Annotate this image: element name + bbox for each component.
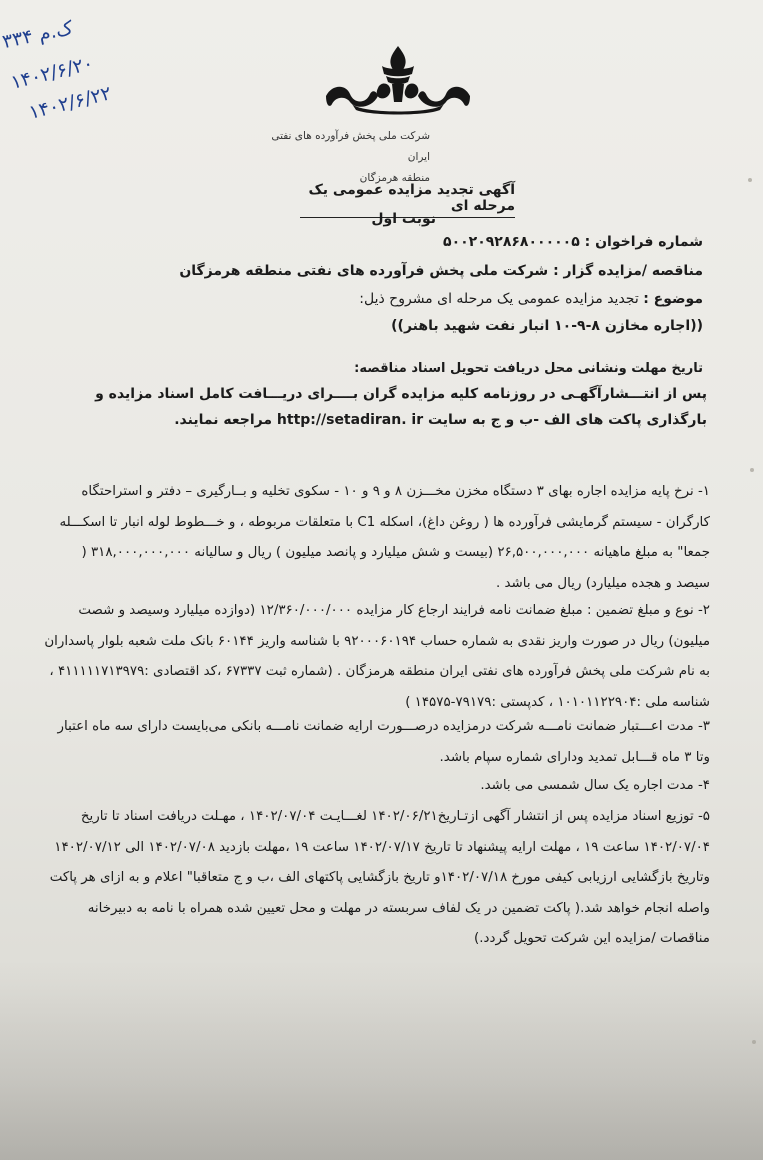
item-2-guarantee: ۲- نوع و مبلغ تضمین : مبلغ ضمانت نامه فرایند ارجاع کار مزایده ۱۲/۳۶۰/۰۰۰/۰۰۰ (دوازده میلیارد وسیصد و شصت میلیون) ریال در صورت واریز نقدی به شماره حساب ۹۲۰۰۰۶۰۱۹۴ با شناسه واریز ۶۰۱۴۴ بانک ملت شعبه بلوار پاسداران به نام شرکت ملی پخش فرآورده های نفتی ایران منطقه هرمزگان . (شماره ثبت ۶۷۳۳۷ ،کد اقتصادی :۴۱۱۱۱۱۷۱۳۹۷۹ ، شناسه ملی :۱۰۱۰۱۱۲۲۹۰۴ ، کدپستی :۷۹۱۷۹-۱۴۵۷۵ )	[44, 603, 710, 710]
deadline-line1: پس از انتـــشارآگهـی در روزنامه کلیه مزایده گران بــــرای دریـــافت کامل اسناد مزایده و	[95, 386, 707, 402]
organizer-value: شرکت ملی پخش فرآورده های نفتی منطقه هرمزگان	[179, 263, 549, 279]
item-3-guarantee-validity: ۳- مدت اعـــتبار ضمانت نامـــه شرکت درمزایده درصـــورت ارایه ضمانت نامـــه بانکی می‌بایست دارای سه ماه اعتبار وتا ۳ ماه قـــابل تمدید ودارای شماره سپام باشد.	[57, 719, 710, 765]
subject-value: تجدید مزایده عمومی یک مرحله ای مشروح ذیل:	[359, 291, 639, 307]
item-5-schedule: ۵- توزیع اسناد مزایده پس از انتشار آگهی ازتـاریخ۱۴۰۲/۰۶/۲۱ لغـــایـت ۱۴۰۲/۰۷/۰۴ ، مهـلت دریافت اسناد تا تاریخ ۱۴۰۲/۰۷/۰۴ ساعت ۱۹ ، مهلت ارایه پیشنهاد تا تاریخ ۱۴۰۲/۰۷/۱۷ ساعت ۱۹ ،مهلت بازدید ۱۴۰۲/۰۷/۰۸ الی ۱۴۰۲/۰۷/۱۲ وتاریخ بازگشایی ارزیابی کیفی مورخ ۱۴۰۲/۰۷/۱۸و تاریخ بازگشایی پاکتهای الف ،ب و ج متعاقبا" اعلام و به ازای هر پاکت واصله انجام خواهد شد.( پاکت تضمین در یک لفاف سربسته در مهلت و محل تعیین شده همراه با نامه به دبیرخانه مناقصات /مزایده این شرکت تحویل گردد.)	[49, 809, 710, 946]
deadline-heading: تاریخ مهلت ونشانی محل دریافت تحویل اسناد مناقصه:	[354, 361, 703, 376]
organization-block	[270, 126, 430, 189]
subject-detail: ((اجاره مخازن ۸-۹-۱۰ انبار نفت شهید باهنر))	[391, 318, 703, 334]
item-4-lease-duration: ۴- مدت اجاره یک سال شمسی می باشد.	[480, 778, 710, 793]
margin-mark	[748, 178, 752, 182]
item-1-base-rate: ۱- نرخ پایه مزایده اجاره بهای ۳ دستگاه مخزن مخـــزن ۸ و ۹ و ۱۰ - سکوی تخلیه و بــارگیری – دفتر و استراحتگاه کارگران - سیستم گرمایشی فرآورده ها ( روغن داغ)، اسکله C1 با متعلقات مربوطه ، و خـــطوط لوله انبار تا اسکـــله جمعا" به مبلغ ماهیانه ۲۶,۵۰۰,۰۰۰,۰۰۰ (بیست و شش میلیارد و پانصد میلیون ) ریال و سالیانه ۳۱۸,۰۰۰,۰۰۰,۰۰۰ ( سیصد و هجده میلیارد) ریال می باشد .	[59, 484, 710, 591]
handwritten-note-line3: ۱۴۰۲/۶/۲۲	[26, 82, 114, 124]
call-number-line	[443, 234, 703, 250]
deadline-line2: بارگذاری پاکت های الف -ب و ج به سایت http://setadiran. ir مراجعه نمایند.	[174, 412, 707, 428]
call-number-value: ۵۰۰۲۰۹۲۸۶۸۰۰۰۰۰۵	[443, 234, 580, 250]
bottom-shadow	[0, 960, 763, 1160]
margin-mark	[750, 468, 754, 472]
subject-line	[359, 291, 703, 307]
notice-round: نوبت اول	[371, 211, 436, 227]
company-logo-icon	[322, 44, 474, 116]
notice-title: آگهی تجدید مزایده عمومی یک مرحله ای	[300, 182, 515, 218]
handwritten-note-line1: ۳۳۴ ک.م	[0, 16, 75, 54]
handwritten-note-line2: ۱۴۰۲/۶/۲۰	[8, 52, 96, 94]
organization-region: منطقه هرمزگان	[359, 172, 430, 184]
organizer-label: مناقصه /مزایده گزار :	[553, 263, 703, 279]
call-number-label: شماره فراخوان :	[584, 234, 703, 250]
organizer-line	[179, 263, 703, 279]
organization-name: شرکت ملی پخش فرآورده های نفتی ایران	[271, 130, 430, 163]
subject-label: موضوع :	[643, 291, 703, 307]
